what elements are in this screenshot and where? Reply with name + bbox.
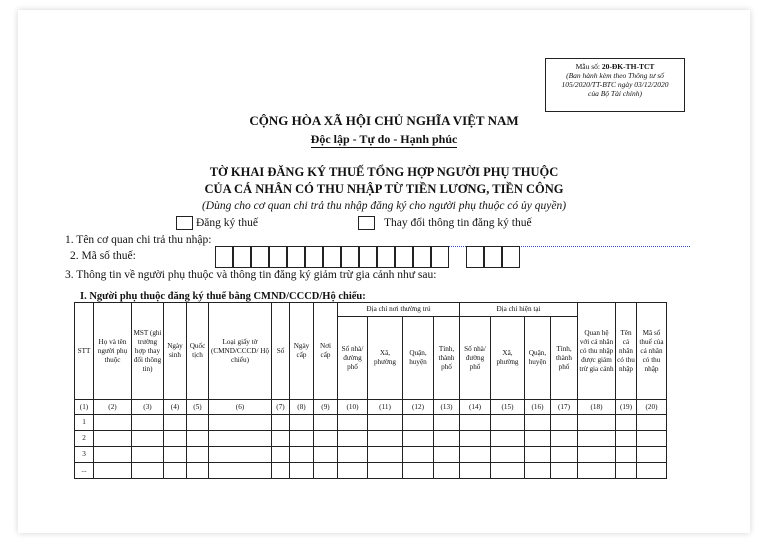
col-number: (15)	[491, 400, 525, 415]
table-cell[interactable]	[616, 415, 637, 431]
table-cell[interactable]	[525, 463, 551, 479]
col-number: (11)	[368, 400, 403, 415]
col-number: (2)	[94, 400, 132, 415]
taxcode-cell[interactable]	[287, 246, 305, 268]
col-header: Nơi cấp	[314, 303, 338, 400]
table-cell[interactable]	[94, 447, 132, 463]
table-cell[interactable]	[434, 447, 460, 463]
table-cell[interactable]	[164, 415, 187, 431]
table-cell[interactable]	[290, 447, 314, 463]
table-cell[interactable]	[578, 463, 616, 479]
col-header: STT	[75, 303, 94, 400]
table-cell[interactable]	[132, 415, 164, 431]
col-header: MST (ghi trường hợp thay đổi thông tin)	[132, 303, 164, 400]
form-note-1: (Ban hành kèm theo Thông tư số	[566, 71, 664, 80]
table-cell[interactable]	[460, 447, 491, 463]
table-cell[interactable]	[164, 431, 187, 447]
table-cell[interactable]	[578, 415, 616, 431]
table-row	[75, 447, 667, 463]
table-cell[interactable]	[94, 463, 132, 479]
row-number: ...	[75, 463, 94, 479]
table-cell[interactable]	[164, 463, 187, 479]
table-cell[interactable]	[94, 431, 132, 447]
col-header: Ngày sinh	[164, 303, 187, 400]
table-cell[interactable]	[491, 431, 525, 447]
col-number: (13)	[434, 400, 460, 415]
col-number: (7)	[272, 400, 290, 415]
col-header: Quan hệ với cá nhân có thu nhập được giảm trừ gia cảnh	[578, 303, 616, 400]
col-number: (1)	[75, 400, 94, 415]
col-header: Số	[272, 303, 290, 400]
table-cell[interactable]	[164, 447, 187, 463]
table-cell[interactable]	[368, 415, 403, 431]
group-header-current: Địa chỉ hiện tại	[460, 303, 578, 317]
col-number: (12)	[403, 400, 434, 415]
col-header: Số nhà/ đường phố	[460, 317, 491, 400]
table-cell[interactable]	[338, 415, 368, 431]
col-number: (3)	[132, 400, 164, 415]
document-page	[18, 10, 750, 533]
form-subtitle: (Dùng cho cơ quan chi trả thu nhập đăng ký cho người phụ thuộc có ủy quyền)	[201, 200, 567, 212]
col-header: Quận, huyện	[403, 317, 434, 400]
form-code-prefix: Mẫu số:	[575, 62, 600, 71]
col-header: Loại giấy tờ (CMND/CCCD/ Hộ chiếu)	[209, 303, 272, 400]
col-header: Quốc tịch	[187, 303, 209, 400]
table-cell[interactable]	[637, 431, 667, 447]
table-cell[interactable]	[187, 431, 209, 447]
table-cell[interactable]	[578, 447, 616, 463]
table-cell[interactable]	[209, 447, 272, 463]
taxcode-cell[interactable]	[323, 246, 341, 268]
col-header: Xã, phường	[491, 317, 525, 400]
col-number: (18)	[578, 400, 616, 415]
table-cell[interactable]	[491, 463, 525, 479]
taxcode-cell[interactable]	[341, 246, 359, 268]
table-cell[interactable]	[434, 463, 460, 479]
table-cell[interactable]	[434, 431, 460, 447]
table-cell[interactable]	[187, 447, 209, 463]
change-info-checkbox[interactable]	[358, 216, 375, 230]
table-cell[interactable]	[94, 415, 132, 431]
agency-label: 1. Tên cơ quan chi trả thu nhập:	[65, 234, 212, 246]
table-cell[interactable]	[314, 463, 338, 479]
taxcode-cell[interactable]	[395, 246, 413, 268]
form-code-box	[545, 58, 685, 112]
table-cell[interactable]	[578, 431, 616, 447]
table-cell[interactable]	[637, 463, 667, 479]
row-number: 2	[75, 431, 94, 447]
col-number: (6)	[209, 400, 272, 415]
republic-title: CỘNG HÒA XÃ HỘI CHỦ NGHĨA VIỆT NAM	[249, 113, 519, 128]
col-header: Số nhà/ đường phố	[338, 317, 368, 400]
motto-wrap	[18, 130, 750, 148]
change-info-label: Thay đổi thông tin đăng ký thuế	[384, 217, 532, 229]
table-cell[interactable]	[551, 415, 578, 431]
col-header: Quận, huyện	[525, 317, 551, 400]
table-cell[interactable]	[272, 447, 290, 463]
table-cell[interactable]	[290, 431, 314, 447]
dependent-info-label: 3. Thông tin về người phụ thuộc và thông tin đăng ký giảm trừ gia cảnh như sau:	[65, 269, 437, 281]
row-number: 3	[75, 447, 94, 463]
table-cell[interactable]	[272, 431, 290, 447]
table-cell[interactable]	[290, 415, 314, 431]
table-cell[interactable]	[290, 463, 314, 479]
table-cell[interactable]	[525, 447, 551, 463]
table-cell[interactable]	[209, 463, 272, 479]
col-header: Mã số thuế của cá nhân có thu nhập	[637, 303, 667, 400]
table-cell[interactable]	[616, 463, 637, 479]
taxcode-cell[interactable]	[251, 246, 269, 268]
table-cell[interactable]	[368, 431, 403, 447]
col-header: Ngày cấp	[290, 303, 314, 400]
table-cell[interactable]	[616, 447, 637, 463]
table-cell[interactable]	[338, 463, 368, 479]
col-number: (9)	[314, 400, 338, 415]
table-cell[interactable]	[338, 447, 368, 463]
form-code-value: 20-ĐK-TH-TCT	[601, 62, 655, 71]
table-cell[interactable]	[460, 431, 491, 447]
form-title-line2: CỦA CÁ NHÂN CÓ THU NHẬP TỪ TIỀN LƯƠNG, TIỀN CÔNG	[204, 182, 564, 196]
table-cell[interactable]	[551, 463, 578, 479]
table-cell[interactable]	[314, 447, 338, 463]
table-cell[interactable]	[525, 415, 551, 431]
taxcode-branch-cell[interactable]	[466, 246, 484, 268]
table-cell[interactable]	[272, 415, 290, 431]
taxcode-cell[interactable]	[431, 246, 449, 268]
table-cell[interactable]	[491, 447, 525, 463]
group-header-permanent: Địa chỉ nơi thường trú	[338, 303, 460, 317]
table-cell[interactable]	[491, 415, 525, 431]
col-number: (10)	[338, 400, 368, 415]
col-number: (14)	[460, 400, 491, 415]
table-cell[interactable]	[314, 431, 338, 447]
taxcode-branch-cell[interactable]	[484, 246, 502, 268]
taxcode-branch-cell[interactable]	[502, 246, 520, 268]
col-number: (4)	[164, 400, 187, 415]
taxcode-cell[interactable]	[305, 246, 323, 268]
table-cell[interactable]	[616, 431, 637, 447]
col-number: (17)	[551, 400, 578, 415]
table-cell[interactable]	[525, 431, 551, 447]
form-title-line1: TỜ KHAI ĐĂNG KÝ THUẾ TỔNG HỢP NGƯỜI PHỤ THUỘC	[209, 165, 559, 179]
section-title: I. Người phụ thuộc đăng ký thuế bằng CMND/CCCD/Hộ chiếu:	[80, 291, 366, 302]
table-cell[interactable]	[272, 463, 290, 479]
taxcode-cell[interactable]	[413, 246, 431, 268]
table-cell[interactable]	[403, 447, 434, 463]
table-cell[interactable]	[187, 463, 209, 479]
row-number: 1	[75, 415, 94, 431]
col-number: (8)	[290, 400, 314, 415]
table-cell[interactable]	[637, 447, 667, 463]
table-row	[75, 415, 667, 431]
table-cell[interactable]	[551, 431, 578, 447]
col-header: Tỉnh, thành phố	[551, 317, 578, 400]
table-cell[interactable]	[132, 463, 164, 479]
col-number: (19)	[616, 400, 637, 415]
col-number: (20)	[637, 400, 667, 415]
taxcode-cell[interactable]	[233, 246, 251, 268]
col-header: Tên cá nhân có thu nhập	[616, 303, 637, 400]
table-cell[interactable]	[132, 431, 164, 447]
taxcode-cell[interactable]	[377, 246, 395, 268]
table-cell[interactable]	[209, 431, 272, 447]
form-code	[546, 62, 684, 71]
taxcode-cell[interactable]	[215, 246, 233, 268]
dependents-table	[74, 302, 667, 479]
col-number: (16)	[525, 400, 551, 415]
table-cell[interactable]	[132, 447, 164, 463]
table-cell[interactable]	[434, 415, 460, 431]
motto: Độc lập - Tự do - Hạnh phúc	[310, 132, 458, 146]
table-cell[interactable]	[551, 447, 578, 463]
table-cell[interactable]	[403, 431, 434, 447]
col-header: Tỉnh, thành phố	[434, 317, 460, 400]
table-cell[interactable]	[209, 415, 272, 431]
register-checkbox[interactable]	[176, 216, 193, 230]
table-cell[interactable]	[403, 415, 434, 431]
table-cell[interactable]	[368, 463, 403, 479]
table-cell[interactable]	[368, 447, 403, 463]
table-cell[interactable]	[460, 463, 491, 479]
taxcode-label: 2. Mã số thuế:	[70, 250, 136, 262]
table-cell[interactable]	[314, 415, 338, 431]
table-cell[interactable]	[187, 415, 209, 431]
table-cell[interactable]	[403, 463, 434, 479]
taxcode-cell[interactable]	[269, 246, 287, 268]
table-cell[interactable]	[460, 415, 491, 431]
form-note-3: của Bộ Tài chính)	[588, 89, 642, 98]
register-label: Đăng ký thuế	[196, 217, 258, 229]
col-header: Xã, phường	[368, 317, 403, 400]
table-row	[75, 431, 667, 447]
col-header: Họ và tên người phụ thuộc	[94, 303, 132, 400]
table-cell[interactable]	[637, 415, 667, 431]
table-cell[interactable]	[338, 431, 368, 447]
taxcode-cell[interactable]	[359, 246, 377, 268]
col-number: (5)	[187, 400, 209, 415]
table-row	[75, 463, 667, 479]
form-note-2: 105/2020/TT-BTC ngày 03/12/2020	[561, 80, 669, 89]
